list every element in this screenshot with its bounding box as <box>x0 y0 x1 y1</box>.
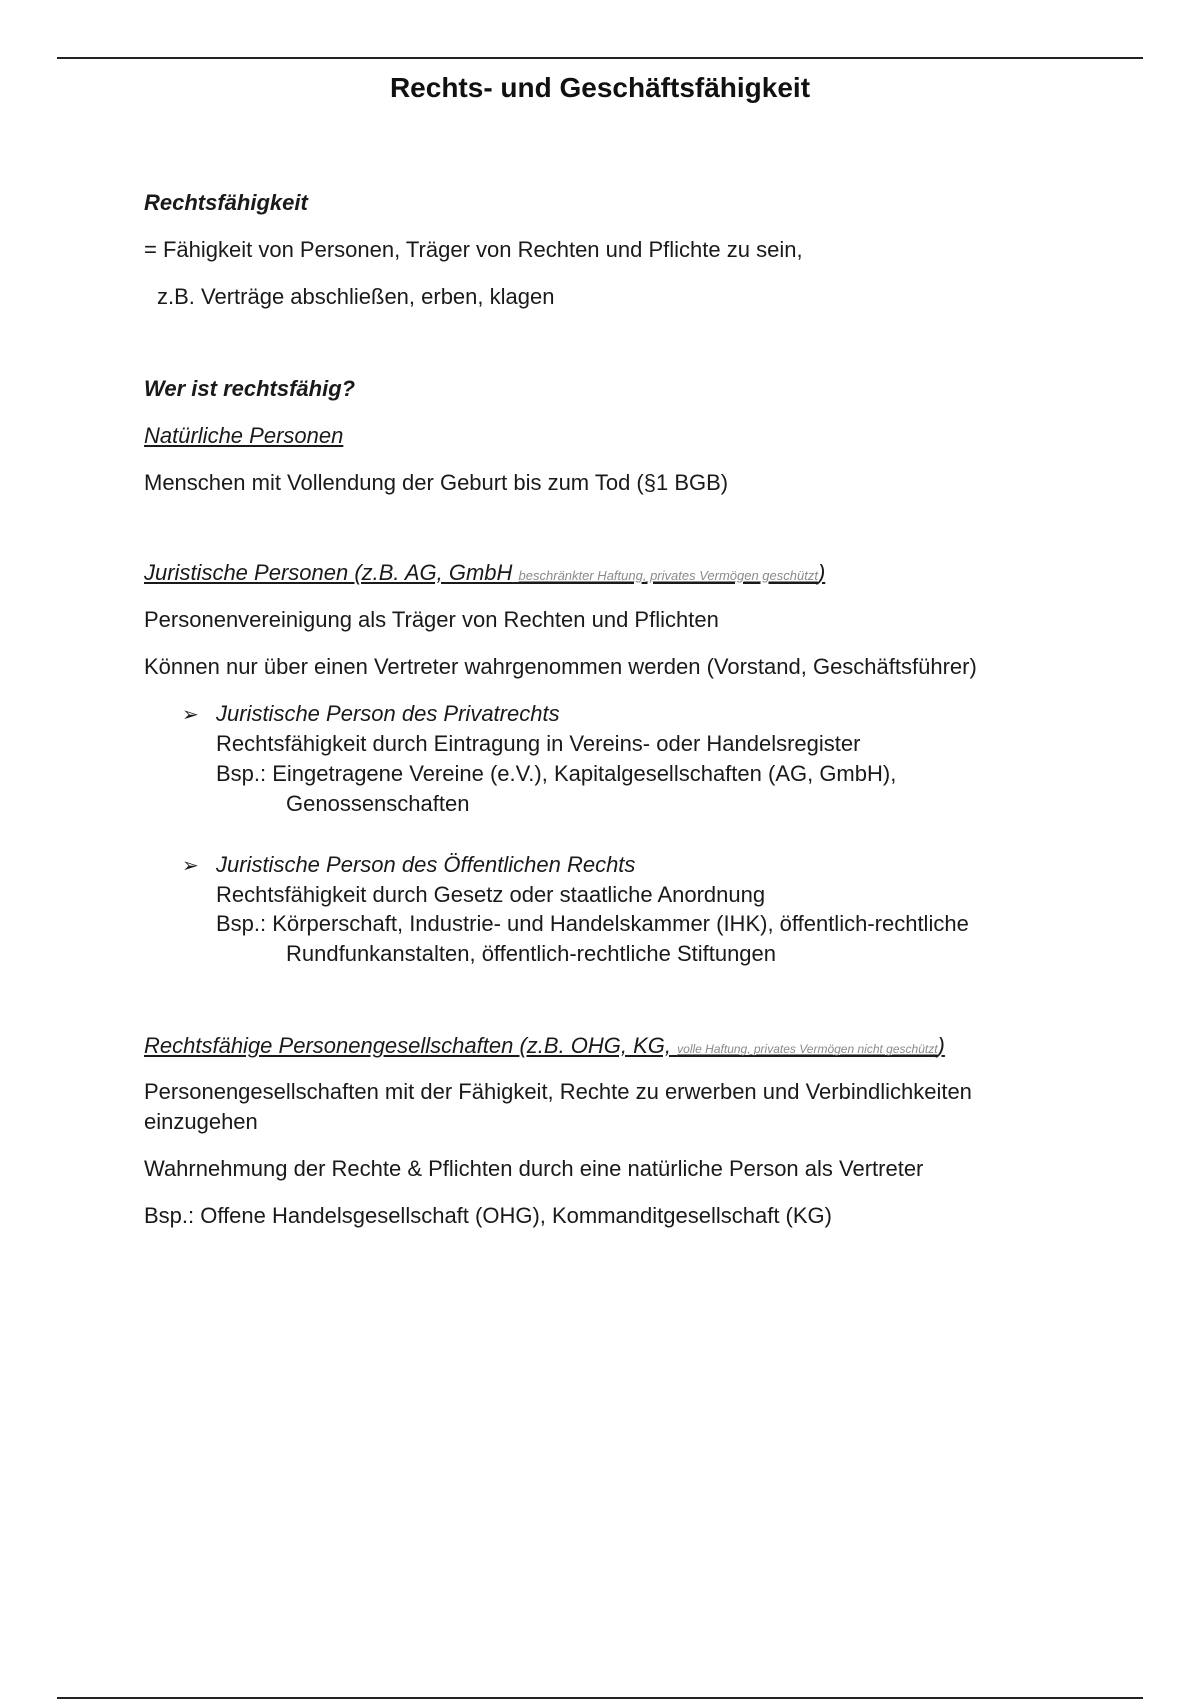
public-law-line-1: Rechtsfähigkeit durch Gesetz oder staatliche Anordnung <box>216 882 766 907</box>
partnership-text-3: Bsp.: Offene Handelsgesellschaft (OHG), Kommanditgesellschaft (KG) <box>144 1203 832 1228</box>
top-rule <box>57 57 1143 59</box>
partnership-heading-close: ) <box>937 1033 945 1058</box>
partnership-text-2: Wahrnehmung der Rechte & Pflichten durch eine natürliche Person als Vertreter <box>144 1156 924 1181</box>
private-law-line-2: Bsp.: Eingetragene Vereine (e.V.), Kapitalgesellschaften (AG, GmbH), <box>216 761 897 786</box>
list-item-privatrecht <box>182 701 560 728</box>
subheading-juristische-personen <box>144 560 825 589</box>
private-law-heading: Juristische Person des Privatrechts <box>216 701 560 726</box>
arrow-bullet-icon: ➢ <box>182 855 199 877</box>
page-title: Rechts- und Geschäftsfähigkeit <box>389 72 811 103</box>
public-law-heading: Juristische Person des Öffentlichen Rechts <box>216 852 636 877</box>
partnership-text-1b: einzugehen <box>144 1109 258 1134</box>
natural-persons-text: Menschen mit Vollendung der Geburt bis zum Tod (§1 BGB) <box>144 470 729 495</box>
section-heading-wer-ist-rechtsfaehig: Wer ist rechtsfähig? <box>144 376 356 401</box>
public-law-line-3: Rundfunkanstalten, öffentlich-rechtliche Stiftungen <box>286 941 777 966</box>
arrow-bullet-icon: ➢ <box>182 704 199 726</box>
bottom-rule <box>57 1697 1143 1699</box>
juristic-text-1: Personenvereinigung als Träger von Rechten und Pflichten <box>144 607 719 632</box>
partnership-text-1a: Personengesellschaften mit der Fähigkeit, Rechte zu erwerben und Verbindlichkeiten <box>144 1079 972 1104</box>
juristic-heading-close: ) <box>817 560 826 585</box>
juristic-heading-text: Juristische Personen (z.B. AG, GmbH <box>144 560 513 585</box>
definition-text: = Fähigkeit von Personen, Träger von Rechten und Pflichte zu sein, <box>144 237 803 262</box>
private-law-line-1: Rechtsfähigkeit durch Eintragung in Vereins- oder Handelsregister <box>216 731 861 756</box>
subheading-personengesellschaften <box>144 1033 945 1062</box>
partnership-heading-text: Rechtsfähige Personengesellschaften (z.B. OHG, KG, <box>144 1033 672 1058</box>
subheading-natuerliche-personen: Natürliche Personen <box>144 423 344 448</box>
partnership-liability-note: volle Haftung, privates Vermögen nicht geschützt <box>677 1042 938 1056</box>
example-text: z.B. Verträge abschließen, erben, klagen <box>157 284 555 309</box>
juristic-liability-note: beschränkter Haftung, privates Vermögen geschützt <box>518 568 818 583</box>
juristic-text-2: Können nur über einen Vertreter wahrgenommen werden (Vorstand, Geschäftsführer) <box>144 654 977 679</box>
section-heading-rechtsfaehigkeit: Rechtsfähigkeit <box>144 190 308 215</box>
private-law-line-3: Genossenschaften <box>286 791 470 816</box>
list-item-oeffentliches-recht <box>182 852 635 879</box>
public-law-line-2: Bsp.: Körperschaft, Industrie- und Handelskammer (IHK), öffentlich-rechtliche <box>216 911 969 936</box>
